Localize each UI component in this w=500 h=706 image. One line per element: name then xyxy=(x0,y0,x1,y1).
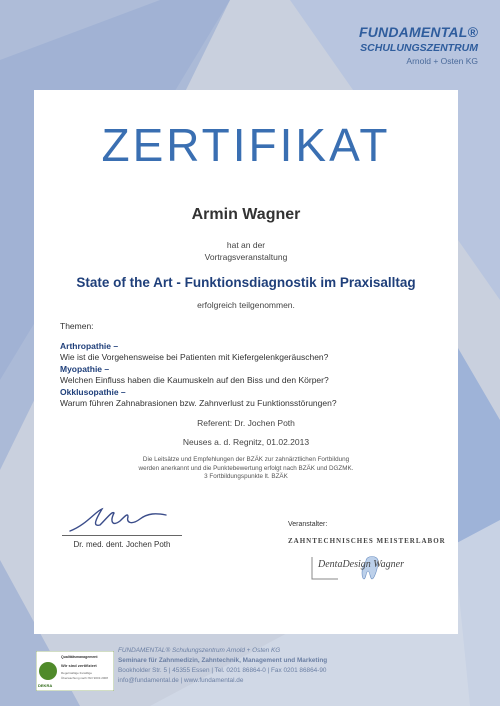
guideline-line: 3 Fortbildungspunkte lt. BZÄK xyxy=(204,473,288,480)
brand-name: FUNDAMENTAL® xyxy=(359,24,478,40)
footer xyxy=(118,646,327,686)
brand-logo xyxy=(359,24,478,66)
organizer-logo xyxy=(310,553,430,587)
dekra-seal xyxy=(36,651,114,691)
theme-question: Welchen Einfluss haben die Kaumuskeln auf den Biss und den Körper? xyxy=(60,375,329,385)
theme-title: Myopathie – xyxy=(60,364,110,374)
theme-question: Wie ist die Vorgehensweise bei Patienten mit Kiefergelenkgeräuschen? xyxy=(60,352,329,362)
organizer-lab: ZAHNTECHNISCHES MEISTERLABOR xyxy=(288,537,446,545)
footer-line: Bookholder Str. 5 | 45355 Essen | Tel. 0201 86864-0 | Fax 0201 86864-90 xyxy=(118,667,327,674)
completion-text: erfolgreich teilgenommen. xyxy=(197,300,295,310)
footer-line: Seminare für Zahnmedizin, Zahntechnik, Management und Marketing xyxy=(118,657,328,664)
themes-label: Themen: xyxy=(60,321,94,331)
seal-mid: Wir sind zertifiziert xyxy=(61,663,97,668)
intro-line-2: Vortragsveranstaltung xyxy=(204,252,288,262)
guideline-line: Die Leitsätze und Empfehlungen der BZÄK zur zahnärztlichen Fortbildung xyxy=(142,456,350,463)
brand-subtitle: SCHULUNGSZENTRUM xyxy=(360,42,478,54)
seal-small: Regelmäßige freiwillige xyxy=(61,671,93,675)
intro-line-1: hat an der xyxy=(226,240,266,250)
place-date: Neuses a. d. Regnitz, 01.02.2013 xyxy=(182,437,310,447)
theme-title: Okklusopathie – xyxy=(60,387,126,397)
guideline-line: werden anerkannt und die Punktebewertung erfolgt nach BZÄK und DGZMK. xyxy=(138,464,354,472)
footer-line: info@fundamental.de | www.fundamental.de xyxy=(118,677,244,684)
seal-small: Überwachung nach ISO 9001:2008 xyxy=(61,676,108,680)
footer-line: FUNDAMENTAL® Schulungszentrum Arnold + Osten KG xyxy=(118,647,281,654)
seal-top: Qualitätsmanagement xyxy=(61,655,98,659)
organizer-label: Veranstalter: xyxy=(288,521,328,528)
brand-owners: Arnold + Osten KG xyxy=(406,56,478,66)
handwritten-signature xyxy=(66,505,176,537)
theme-question: Warum führen Zahnabrasionen bzw. Zahnverlust zu Funktionsstörungen? xyxy=(60,398,337,408)
organizer-logo-text: DentaDesign Wagner xyxy=(318,559,405,570)
recipient-name: Armin Wagner xyxy=(191,206,301,223)
guidelines-text xyxy=(34,456,458,482)
speaker: Referent: Dr. Jochen Poth xyxy=(197,418,295,428)
course-title: State of the Art - Funktionsdiagnostik im Praxisalltag xyxy=(76,275,416,290)
certificate-title: ZERTIFIKAT xyxy=(101,119,391,171)
dekra-badge: DEKRA xyxy=(38,683,53,688)
signer-name: Dr. med. dent. Jochen Poth xyxy=(73,540,171,549)
theme-title: Arthropathie – xyxy=(60,341,119,351)
signature-line xyxy=(62,535,182,536)
